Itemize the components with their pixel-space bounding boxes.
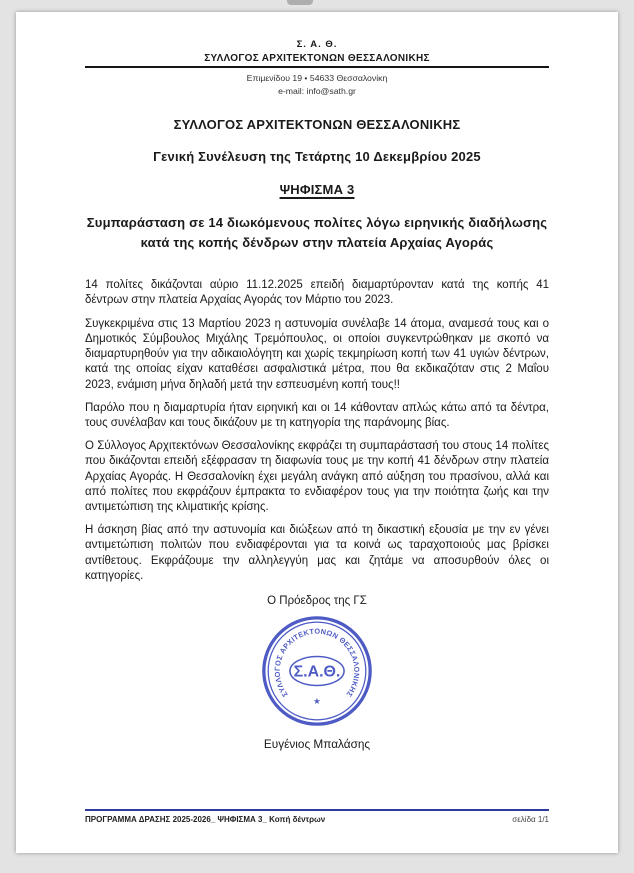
document-page <box>16 12 618 853</box>
stamp-star-icon: ★ <box>313 695 321 706</box>
president-name: Ευγένιος Μπαλάσης <box>263 736 371 751</box>
body-paragraph: Ο Σύλλογος Αρχιτεκτόνων Θεσσαλονίκης εκφράζει τη συμπαράστασή του στους 14 πολίτες που δικάζονται επειδή εξέφρασαν τη διαφωνία τους με την κοπή 41 δένδρων στην πλατεία Αρχαίας Αγοράς. Η Θεσσαλονίκη έχει μεγάλη ανάγκη από αύξηση του πρασίνου, αλλά και από πολίτες που εκφράζουν έμπρακτα το ενδιαφέρον τους για την ποιότητα ζωής και την αντιμετώπιση της κλιματικής κρίσης. <box>85 440 549 513</box>
footer-rule <box>85 809 549 811</box>
body-paragraph: 14 πολίτες δικάζονται αύριο 11.12.2025 επειδή διαμαρτύρονταν κατά της κοπής 41 δέντρων στην πλατεία Αρχαίας Αγοράς τον Μάρτιο του 2023. <box>85 279 549 307</box>
letterhead-org-name: ΣΥΛΛΟΓΟΣ ΑΡΧΙΤΕΚΤΟΝΩΝ ΘΕΣΣΑΛΟΝΙΚΗΣ <box>204 53 430 64</box>
body-paragraph: Παρόλο που η διαμαρτυρία ήταν ειρηνική και οι 14 κάθονταν απλώς κάτω από τα δέντρα, τους συνέλαβαν και τους δικάζουν με τη κατηγορία της παράνομης βίας. <box>85 401 549 429</box>
document-body <box>85 278 549 584</box>
stamp-ring-text: ΣΥΛΛΟΓΟΣ ΑΡΧΙΤΕΚΤΟΝΩΝ ΘΕΣΣΑΛΟΝΙΚΗΣ <box>272 626 362 699</box>
scroll-handle[interactable] <box>287 0 313 5</box>
title-block <box>85 117 549 253</box>
stamp-center-text: Σ.Α.Θ. <box>293 663 341 681</box>
signature-block <box>85 595 549 751</box>
footer-document-label: ΠΡΟΓΡΑΜΜΑ ΔΡΑΣΗΣ 2025-2026_ ΨΗΦΙΣΜΑ 3_ Κοπή δέντρων <box>85 815 326 824</box>
letterhead-address: Επιμενίδου 19 • 54633 Θεσσαλονίκη <box>246 73 388 83</box>
letterhead-email: e-mail: info@sath.gr <box>278 86 356 96</box>
assembly-line: Γενική Συνέλευση της Τετάρτης 10 Δεκεμβρίου 2025 <box>153 149 481 164</box>
organization-stamp-icon <box>259 612 375 730</box>
letterhead-rule <box>85 66 549 68</box>
body-paragraph: Η άσκηση βίας από την αστυνομία και διώξεων από τη δικαστική εξουσία με την εν γένει αντιμετώπιση πολιτών που ενδιαφέρονται για τα κοινά ως ταραχοποιούς μας βρίσκει αντίθετους. Εκφράζουμε την αλληλεγγύη μας και ζητάμε να αποσυρθούν όλες οι κατηγορίες. <box>85 524 549 582</box>
body-paragraph: Συγκεκριμένα στις 13 Μαρτίου 2023 η αστυνομία συνέλαβε 14 άτομα, αναμεσά τους και ο Δημοτικός Σύμβουλος Μιχάλης Τρεμόπουλος, οι οποίοι συγκεντρώθηκαν με σκοπό να διαμαρτυρηθούν για την αδικαιολόγητη και χωρίς τεκμηρίωση κοπή των 41 υγιών δέντρων, κατά της οποίας είχαν καταθέσει ασφαλιστικά μέτρα, που θα εκδικαζόταν στις 2 Μαΐου 2023, ενάμιση μήνα δηλαδή μετά την εσπευσμένη κοπή τους!! <box>85 317 549 391</box>
org-title: ΣΥΛΛΟΓΟΣ ΑΡΧΙΤΕΚΤΟΝΩΝ ΘΕΣΣΑΛΟΝΙΚΗΣ <box>173 117 461 132</box>
letterhead <box>85 12 549 96</box>
resolution-subject: Συμπαράσταση σε 14 διωκόμενους πολίτες λόγω ειρηνικής διαδήλωσης κατά της κοπής δένδρων στην πλατεία Αρχαίας Αγοράς <box>86 215 548 251</box>
president-line: Ο Πρόεδρος της ΓΣ <box>267 594 367 607</box>
resolution-heading: ΨΗΦΙΣΜΑ 3 <box>279 182 355 197</box>
page-footer <box>85 809 549 824</box>
letterhead-acronym: Σ. Α. Θ. <box>296 39 338 50</box>
footer-page-number: σελίδα 1/1 <box>512 815 549 824</box>
